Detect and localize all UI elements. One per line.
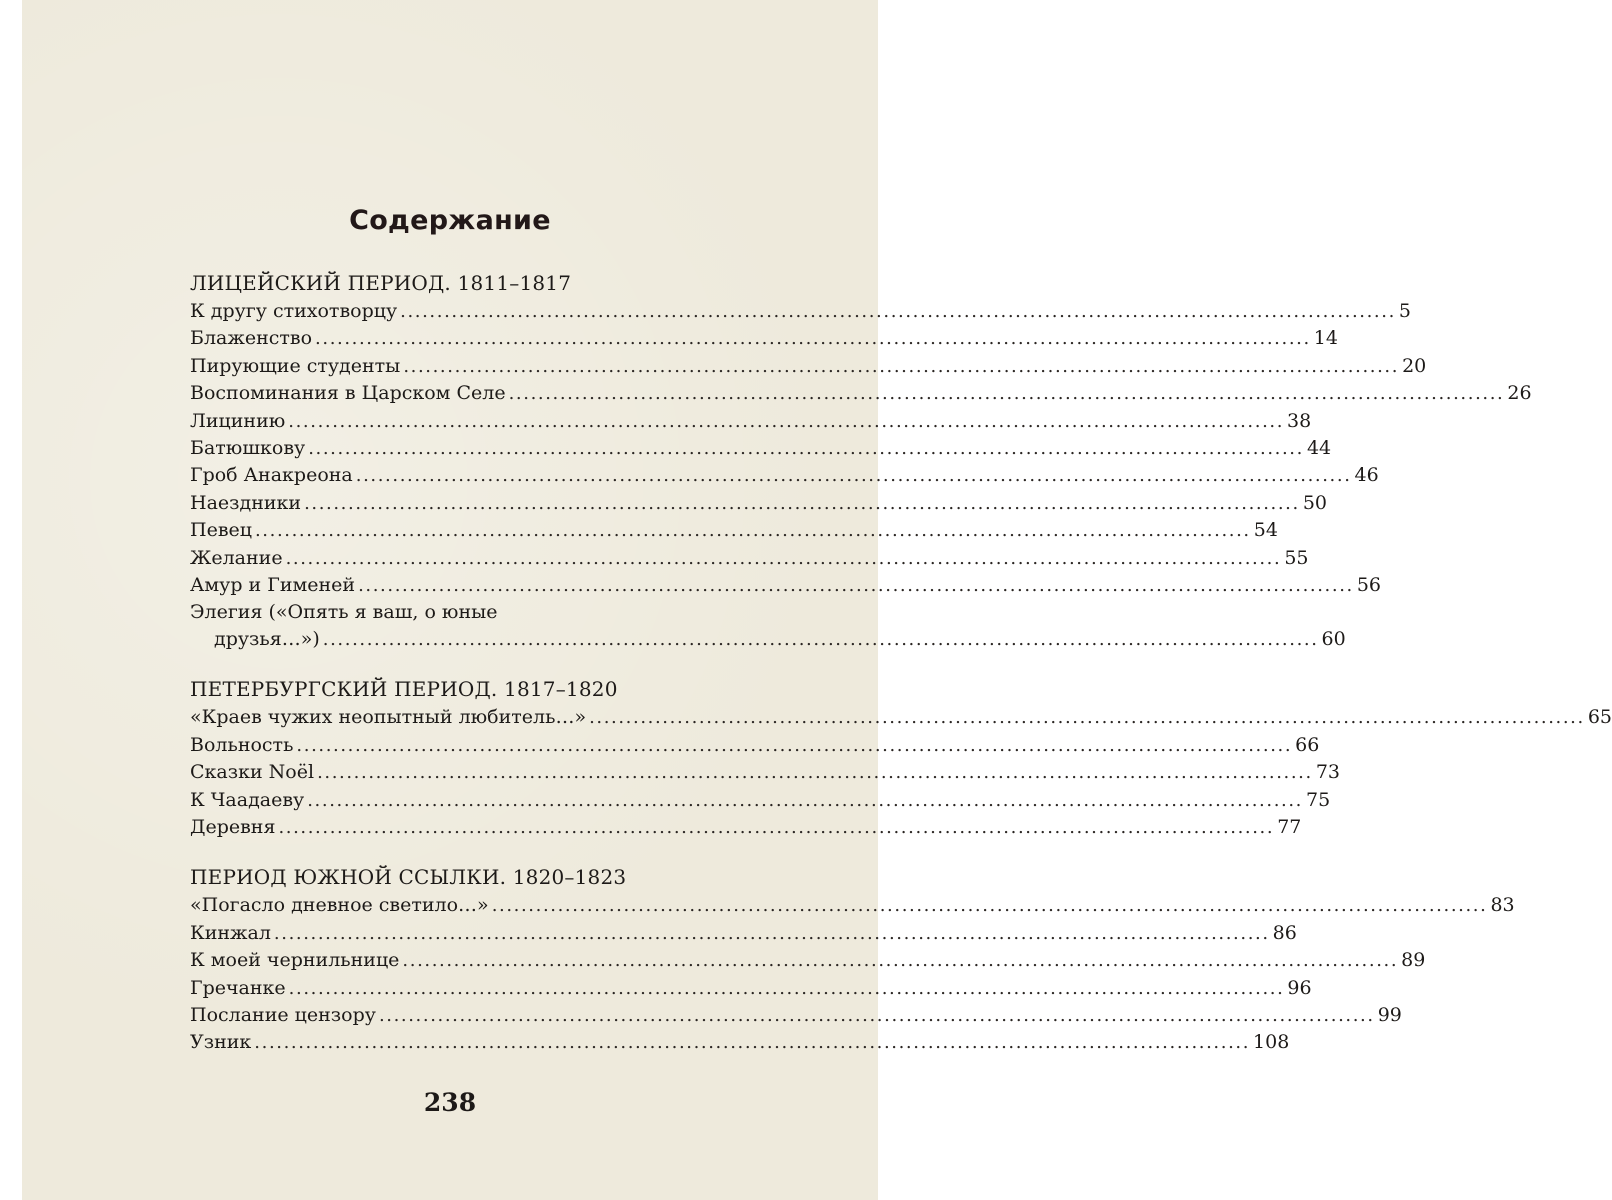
entry-page: 54: [1253, 519, 1278, 542]
toc-entry: [190, 920, 1297, 947]
dot-leader: ........................................................................................................................................: [589, 707, 1585, 729]
toc-entry: [190, 408, 1312, 435]
entry-page: 108: [1253, 1031, 1290, 1054]
toc-entry: [190, 517, 1278, 544]
entry-title: Вольность: [190, 733, 294, 756]
toc-entry: [190, 572, 1382, 599]
table-of-contents: [190, 268, 1612, 1078]
entry-title: «Краев чужих неопытный любитель…»: [190, 706, 587, 729]
entry-title: Амур и Гименей: [190, 574, 356, 597]
dot-leader: ........................................................................................................................................: [273, 922, 1270, 944]
toc-entry: [190, 545, 1309, 572]
entry-page: 26: [1507, 382, 1532, 405]
dot-leader: ........................................................................................................................................: [254, 520, 1251, 542]
dot-leader: ........................................................................................................................................: [254, 1032, 1251, 1054]
entry-page: 14: [1313, 327, 1338, 350]
entry-page: 55: [1284, 546, 1309, 569]
toc-entry-multiline: [190, 599, 1346, 653]
entry-title: Воспоминания в Царском Селе: [190, 382, 506, 405]
dot-leader: ........................................................................................................................................: [322, 628, 1319, 650]
toc-entry: [190, 1029, 1290, 1056]
dot-leader: ........................................................................................................................................: [403, 355, 1400, 377]
toc-entry: [190, 353, 1427, 380]
entry-page: 77: [1277, 815, 1302, 838]
entry-title: Лицинию: [190, 409, 286, 432]
entry-page: 73: [1315, 761, 1341, 784]
entry-page: 38: [1287, 409, 1312, 432]
entry-title-line1: Элегия («Опять я ваш, о юные: [190, 601, 498, 624]
section-title: ПЕРИОД ЮЖНОЙ ССЫЛКИ. 1820–1823: [190, 865, 627, 890]
dot-leader: ........................................................................................................................................: [288, 977, 1285, 999]
entry-page: 96: [1287, 976, 1312, 999]
toc-entry: [190, 462, 1379, 489]
dot-leader: ........................................................................................................................................: [402, 950, 1399, 972]
entry-page: 99: [1377, 1003, 1402, 1026]
toc-entry: [190, 975, 1312, 1002]
page-number: 238: [423, 1088, 477, 1117]
entry-title: Гречанке: [190, 976, 286, 999]
dot-leader: ........................................................................................................................................: [304, 492, 1300, 514]
toc-entry: [190, 732, 1320, 759]
entry-page: 75: [1305, 788, 1331, 811]
entry-title: Наездники: [190, 491, 302, 514]
dot-leader: ........................................................................................................................................: [285, 547, 1282, 569]
toc-entry: [190, 892, 1515, 919]
page-title: Содержание: [349, 205, 551, 236]
entry-title: Узник: [190, 1031, 252, 1054]
toc-entry: [190, 1002, 1402, 1029]
dot-leader: ........................................................................................................................................: [400, 301, 1396, 322]
entry-title-line2: друзья…»): [214, 627, 320, 650]
entry-title-line2-row: [190, 626, 1346, 653]
toc-entry: [190, 759, 1341, 786]
dot-leader: ........................................................................................................................................: [315, 328, 1311, 350]
entry-title: Послание цензору: [190, 1003, 376, 1026]
toc-section-lyceum: [190, 268, 1532, 653]
entry-title: Певец: [190, 519, 252, 542]
entry-title: Сказки Noёl: [190, 761, 315, 784]
entry-title: Гроб Анакреона: [190, 464, 353, 487]
toc-section-southern-exile: [190, 862, 1515, 1056]
entry-title: К моей чернильнице: [190, 949, 400, 972]
entry-page: 60: [1321, 627, 1346, 650]
toc-entry: [190, 490, 1328, 517]
toc-entry: [190, 787, 1331, 814]
entry-page: 89: [1401, 949, 1426, 972]
dot-leader: ........................................................................................................................................: [278, 816, 1275, 838]
entry-page: 83: [1490, 894, 1515, 917]
toc-entry: [190, 380, 1532, 407]
toc-entry: [190, 704, 1612, 731]
entry-page: 65: [1587, 706, 1612, 729]
toc-section-petersburg: [190, 674, 1612, 841]
dot-leader: ........................................................................................................................................: [317, 762, 1313, 784]
section-title: ЛИЦЕЙСКИЙ ПЕРИОД. 1811–1817: [190, 271, 572, 295]
entry-title: К другу стихотворцу: [190, 300, 398, 322]
entry-page: 50: [1302, 491, 1328, 514]
dot-leader: ........................................................................................................................................: [378, 1004, 1375, 1026]
toc-entry: [190, 435, 1332, 462]
entry-page: 20: [1402, 354, 1427, 377]
entry-page: 56: [1356, 574, 1382, 597]
entry-title: Пирующие студенты: [190, 354, 401, 377]
toc-entry: [190, 814, 1302, 841]
dot-leader: ........................................................................................................................................: [296, 734, 1293, 756]
toc-entry: [190, 298, 1411, 325]
section-title: ПЕТЕРБУРГСКИЙ ПЕРИОД. 1817–1820: [190, 677, 618, 702]
dot-leader: ........................................................................................................................................: [307, 789, 1303, 811]
entry-title: Желание: [190, 546, 283, 569]
toc-entry: [190, 325, 1338, 352]
entry-page: 66: [1295, 733, 1320, 756]
toc-entry: [190, 947, 1426, 974]
entry-page: 5: [1398, 300, 1411, 322]
dot-leader: ........................................................................................................................................: [508, 383, 1505, 405]
entry-title: Блаженство: [190, 327, 313, 350]
dot-leader: ........................................................................................................................................: [308, 438, 1304, 460]
entry-title: Деревня: [190, 815, 276, 838]
entry-page: 44: [1306, 437, 1332, 460]
dot-leader: ........................................................................................................................................: [358, 575, 1354, 597]
dot-leader: ........................................................................................................................................: [491, 895, 1488, 917]
entry-title: Кинжал: [190, 921, 271, 944]
entry-title: К Чаадаеву: [190, 788, 305, 811]
entry-title: «Погасло дневное светило…»: [190, 894, 489, 917]
dot-leader: ........................................................................................................................................: [355, 465, 1352, 487]
entry-title: Батюшкову: [190, 437, 306, 460]
dot-leader: ........................................................................................................................................: [288, 410, 1285, 432]
entry-page: 46: [1354, 464, 1379, 487]
entry-page: 86: [1272, 921, 1297, 944]
